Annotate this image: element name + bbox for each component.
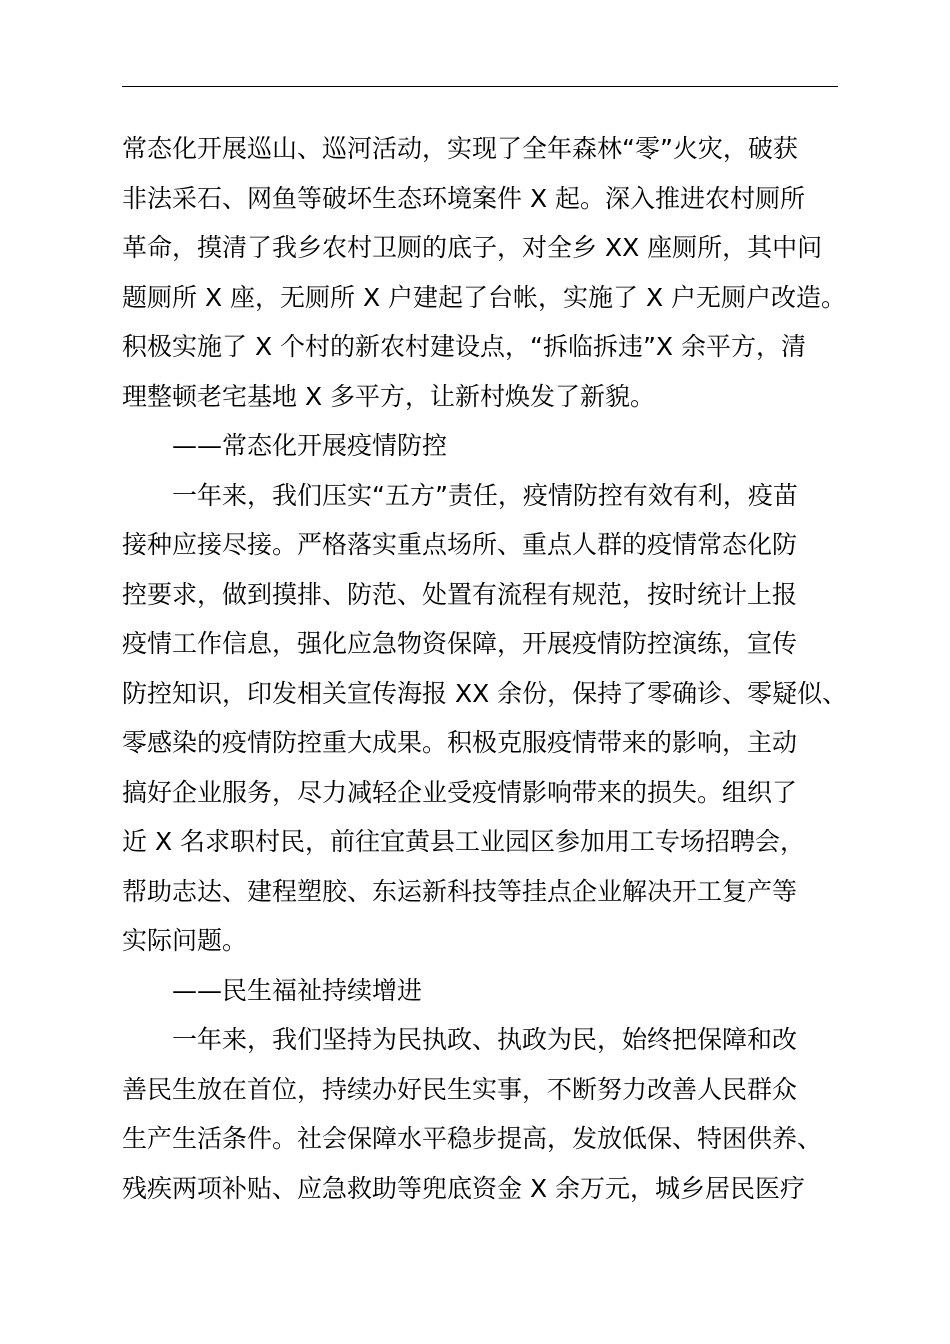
- text-line: 生产生活条件。社会保障水平稳步提高，发放低保、特困供养、: [122, 1124, 823, 1153]
- text-line: 一年来，我们压实“五方”责任，疫情防控有效有利，疫苗: [172, 480, 798, 510]
- text-line: 残疾两项补贴、应急救助等兜底资金 X 余万元，城乡居民医疗: [122, 1173, 806, 1203]
- text-line: 帮助志达、建程塑胶、东运新科技等挂点企业解决开工复产等: [122, 876, 798, 906]
- text-line: 题厕所 X 座，无厕所 X 户建起了台帐，实施了 X 户无厕户改造。: [122, 282, 847, 312]
- text-line: 一年来，我们坚持为民执政、执政为民，始终把保障和改: [172, 1025, 798, 1054]
- text-line: 防控知识，印发相关宣传海报 XX 余份，保持了零确诊、零疑似、: [122, 678, 848, 708]
- header-rule: [122, 86, 838, 87]
- section-heading: ——民生福祉持续增进: [172, 975, 423, 1005]
- text-line: 理整顿老宅基地 X 多平方，让新村焕发了新貌。: [122, 381, 656, 411]
- text-line: 善民生放在首位，持续办好民生实事，不断努力改善人民群众: [122, 1074, 798, 1104]
- text-line: 控要求，做到摸排、防范、处置有流程有规范，按时统计上报: [122, 579, 798, 609]
- document-body: [122, 124, 848, 1213]
- text-line: 接种应接尽接。严格落实重点场所、重点人群的疫情常态化防: [122, 530, 798, 559]
- text-line: 非法采石、网鱼等破坏生态环境案件 X 起。深入推进农村厕所: [122, 183, 806, 213]
- text-line: 近 X 名求职村民，前往宜黄县工业园区参加用工专场招聘会，: [122, 827, 806, 856]
- text-line: 搞好企业服务，尽力减轻企业受疫情影响带来的损失。组织了: [122, 777, 798, 807]
- text-line: 零感染的疫情防控重大成果。积极克服疫情带来的影响，主动: [122, 728, 798, 757]
- text-line: 革命，摸清了我乡农村卫厕的底子，对全乡 XX 座厕所，其中问: [122, 233, 823, 262]
- section-heading: ——常态化开展疫情防控: [172, 431, 448, 460]
- text-line: 积极实施了 X 个村的新农村建设点，“拆临拆违”X 余平方，清: [122, 332, 806, 361]
- text-line: 疫情工作信息，强化应急物资保障，开展疫情防控演练，宣传: [122, 629, 798, 658]
- text-line: 实际问题。: [122, 926, 248, 955]
- text-line: 常态化开展巡山、巡河活动，实现了全年森林“零”火灾，破获: [122, 134, 798, 163]
